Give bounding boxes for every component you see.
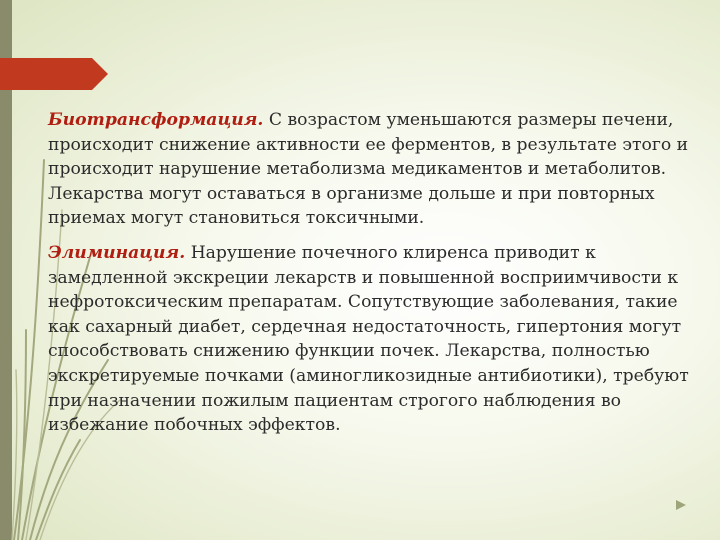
paragraph-elimination <box>48 241 698 438</box>
paragraph-biotransformation <box>48 108 698 231</box>
term-biotransformation: Биотрансформация. <box>48 110 264 130</box>
term-elimination: Элиминация. <box>48 242 186 263</box>
triangle-bullet-icon <box>674 498 688 512</box>
content-area <box>48 108 698 448</box>
text-biotransformation: С возрастом уменьшаются размеры печени, происходит снижение активности ее ферментов, в результате этого и происходит нарушение метаболизма медикаментов и метаболитов. Лекарства могут оставаться в организме дольше и при повторных приемах могут становиться токсичными. <box>48 110 689 229</box>
text-elimination: Нарушение почечного клиренса приводит к замедленной экскреции лекарств и повышенной восприимчивости к нефротоксическим препаратам. Сопутствующие заболевания, такие как сахарный диабет, сердечная недостаточность, гипертония могут способствовать снижению функции почек. Лекарства, полностью экскретируемые почками (аминогликозидные антибиотики), требуют при назначении пожилым пациентам строгого наблюдения во избежание побочных эффектов. <box>48 242 689 436</box>
title-banner <box>0 58 110 90</box>
